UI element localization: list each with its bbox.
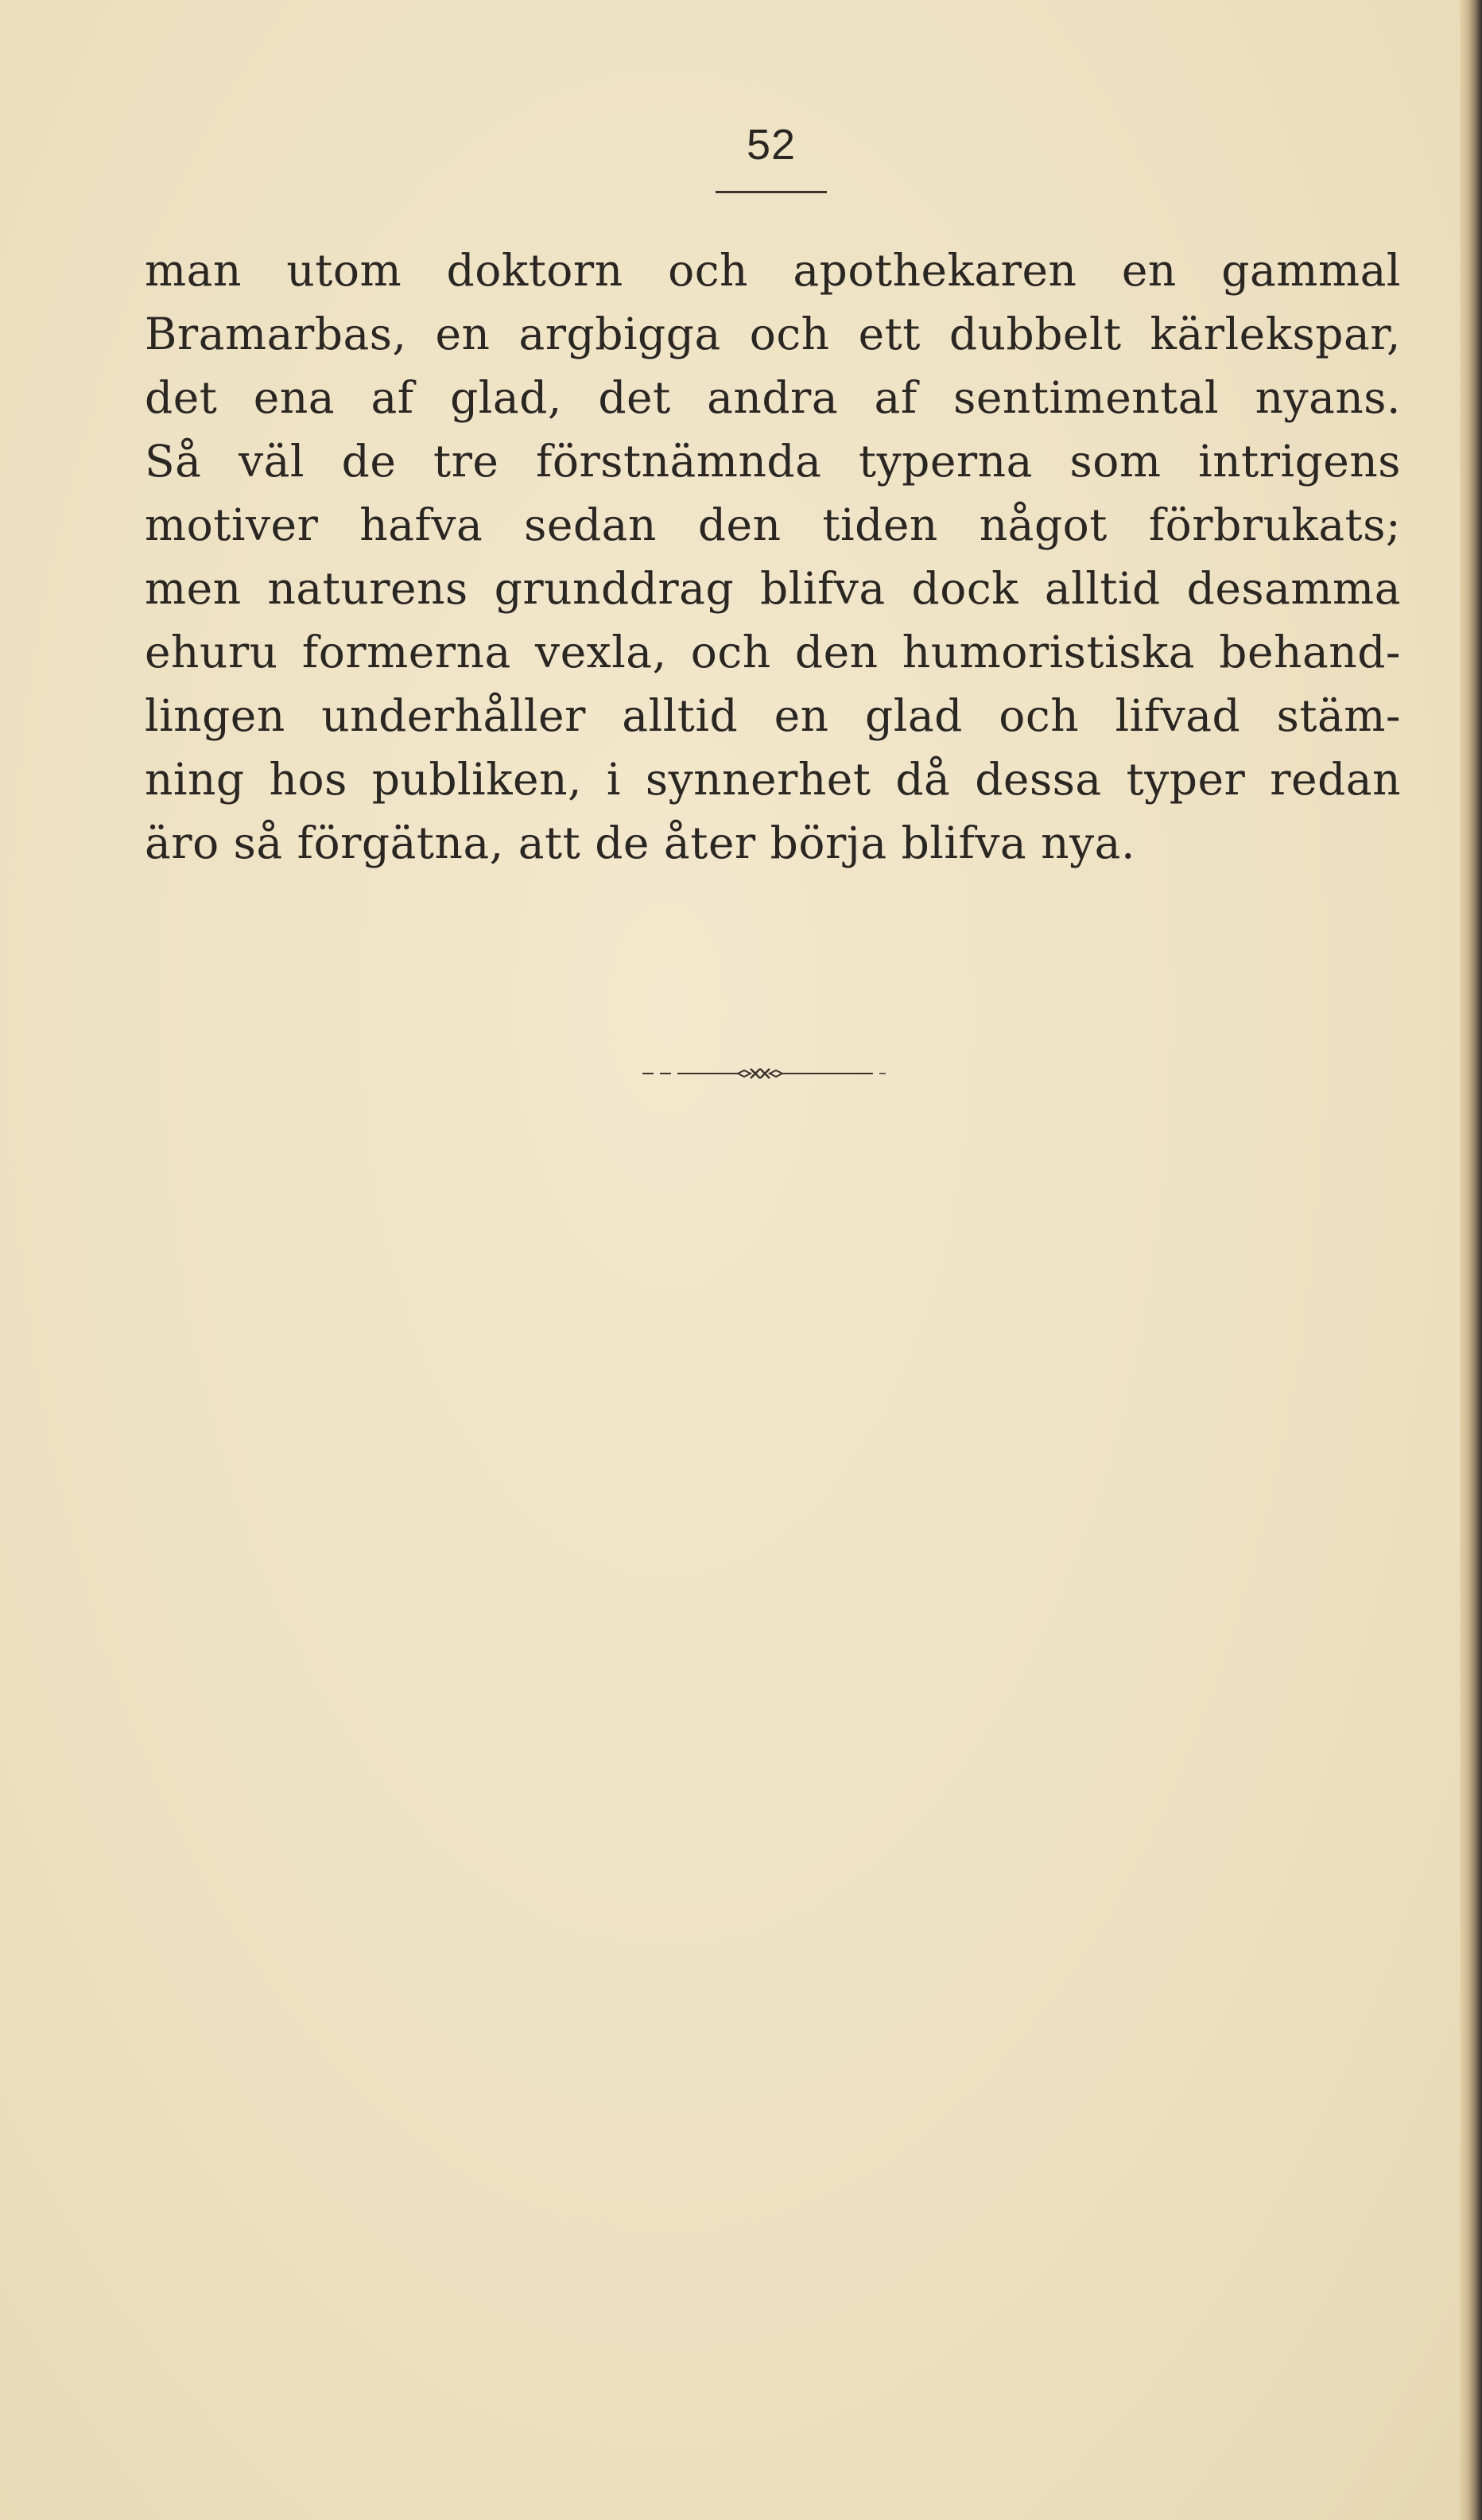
text-line: ehuru formerna vexla, och den humoristiska behand- [145,627,1401,678]
body-text [145,239,1401,875]
text-line: men naturens grunddrag blifva dock alltid desamma [145,563,1401,614]
text-line: lingen underhåller alltid en glad och lifvad stäm- [145,690,1401,741]
page-number-rule [716,191,827,193]
text-line: man utom doktorn och apothekaren en gammal [145,245,1401,296]
text-line: det ena af glad, det andra af sentimental nyans. [145,372,1401,423]
text-line: Bramarbas, en argbigga och ett dubbelt kärlekspar, [145,309,1401,359]
page-number: 52 [746,121,797,169]
text-line: Så väl de tre förstnämnda typerna som intrigens [145,436,1401,487]
end-ornament-divider [642,1062,897,1085]
text-line: äro så förgätna, att de åter börja blifva nya. [145,817,1135,868]
text-line: motiver hafva sedan den tiden något förbrukats; [145,499,1401,550]
page-edge-shadow [1460,0,1482,2520]
text-line: ning hos publiken, i synnerhet då dessa typer redan [145,754,1401,805]
